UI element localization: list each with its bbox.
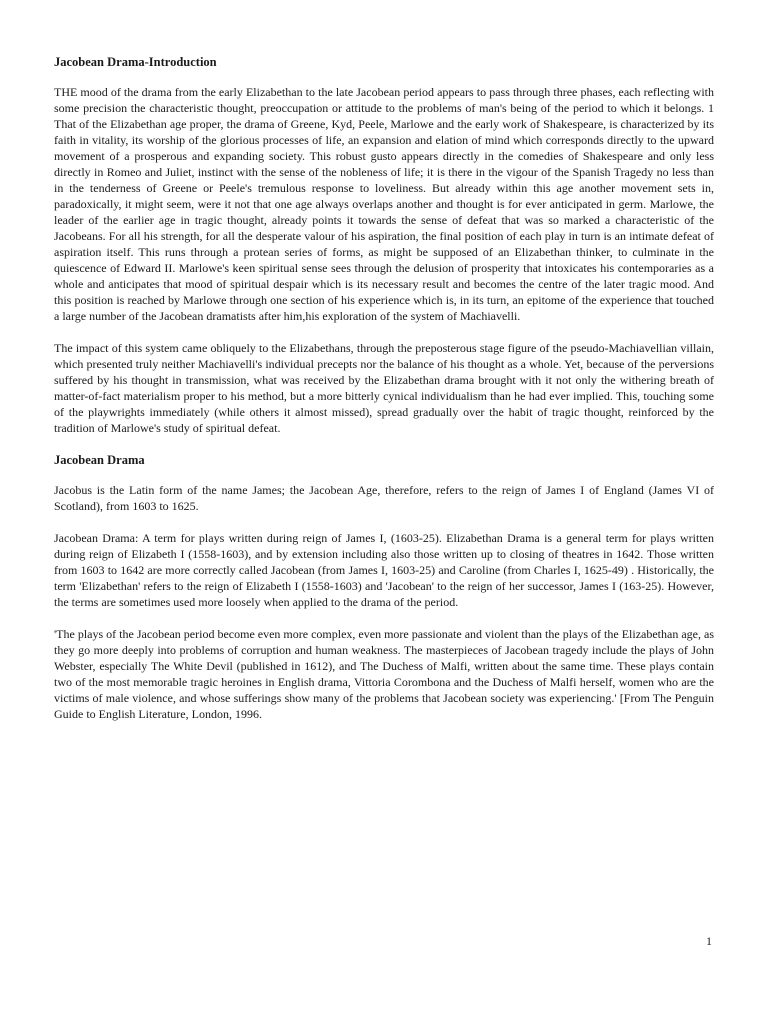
paragraph: Jacobus is the Latin form of the name James; the Jacobean Age, therefore, refers to the reign of James I of England (James VI of Scotland), from 1603 to 1625. — [54, 483, 714, 513]
section-title-introduction: Jacobean Drama-Introduction — [54, 55, 217, 69]
paragraph: 'The plays of the Jacobean period become even more complex, even more passionate and violent than the plays of the Elizabethan age, as they go more deeply into problems of corruption and human weakness. The masterpieces of Jacobean tragedy include the plays of John Webster, especially The White Devil (published in 1612), and The Duchess of Malfi, written about the same time. These plays contain two of the most memorable tragic heroines in English drama, Vittoria Corombona and the Duchess of Malfi herself, women who are the victims of male violence, and whose sufferings show many of the problems that Jacobean society was experiencing.' [From The Penguin Guide to English Literature, London, 1996. — [54, 627, 714, 721]
paragraph: The impact of this system came obliquely to the Elizabethans, through the preposterous stage figure of the pseudo-Machiavellian villain, which presented truly neither Machiavelli's individual precepts nor the balance of his thought as a whole. Yet, because of the perversions suffered by his thought in transmission, what was received by the Elizabethan drama brought with it not only the withering breath of matter-of-fact materialism proper to his method, but a more bitterly cynical individualism than he had ever implied. This, touching some of the playwrights immediately (while others it almost missed), spread gradually over the habit of tragic thought, reinforced by the tradition of Marlowe's study of spiritual defeat. — [54, 341, 714, 435]
section-title-jacobean-drama: Jacobean Drama — [54, 453, 145, 467]
paragraph: Jacobean Drama: A term for plays written during reign of James I, (1603-25). Elizabethan Drama is a general term for plays written during reign of Elizabeth I (1558-1603), and by extension including also those written up to closing of theatres in 1642. Those written from 1603 to 1642 are more correctly called Jacobean (from James I, 1603-25) and Caroline (from Charles I, 1625-49) . Historically, the term 'Elizabethan' refers to the reign of Elizabeth I (1558-1603) and 'Jacobean' to the reign of her successor, James I (163-25). However, the terms are sometimes used more loosely when applied to the drama of the period. — [54, 531, 714, 609]
page-number: 1 — [706, 934, 712, 948]
paragraph: THE mood of the drama from the early Elizabethan to the late Jacobean period appears to pass through three phases, each reflecting with some precision the characteristic thought, preoccupation or attitude to the problems of man's being of the period to which it belongs. 1 That of the Elizabethan age proper, the drama of Greene, Kyd, Peele, Marlowe and the early work of Shakespeare, is characterized by its faith in vitality, its worship of the glorious processes of life, an expansion and elation of mind which corresponds directly to the upward movement of a prosperous and expanding society. This robust gusto appears directly in the comedies of Shakespeare and only less directly in Romeo and Juliet, instinct with the sense of the nobleness of life; it is there in the vigour of the Spanish Tragedy no less than in the tenderness of Greene or Peele's tremulous response to loveliness. But already within this age another movement sets in, paradoxically, it might seem, were it not that one age always overlaps another and thought is for ever anticipated in germ. Marlowe, the leader of the earlier age in tragic thought, already points it towards the sense of defeat that was so marked a characteristic of the Jacobeans. For all his strength, for all the desperate valour of his aspiration, the final position of each play in turn is an intimate defeat of aspiration itself. This runs through a protean series of forms, as might be supposed of an Elizabethan thinker, to culminate in the quiescence of Edward II. Marlowe's keen spiritual sense sees through the delusion of prosperity that intoxicates his contemporaries as a whole and anticipates that mood of spiritual despair which is its necessary result and becomes the centre of the later tragic mood. And this position is reached by Marlowe through one section of his experience which is, in its turn, an epitome of the experience that touched a large number of the Jacobean dramatists after him,his exploration of the system of Machiavelli. — [54, 85, 714, 323]
document-page — [54, 54, 714, 738]
